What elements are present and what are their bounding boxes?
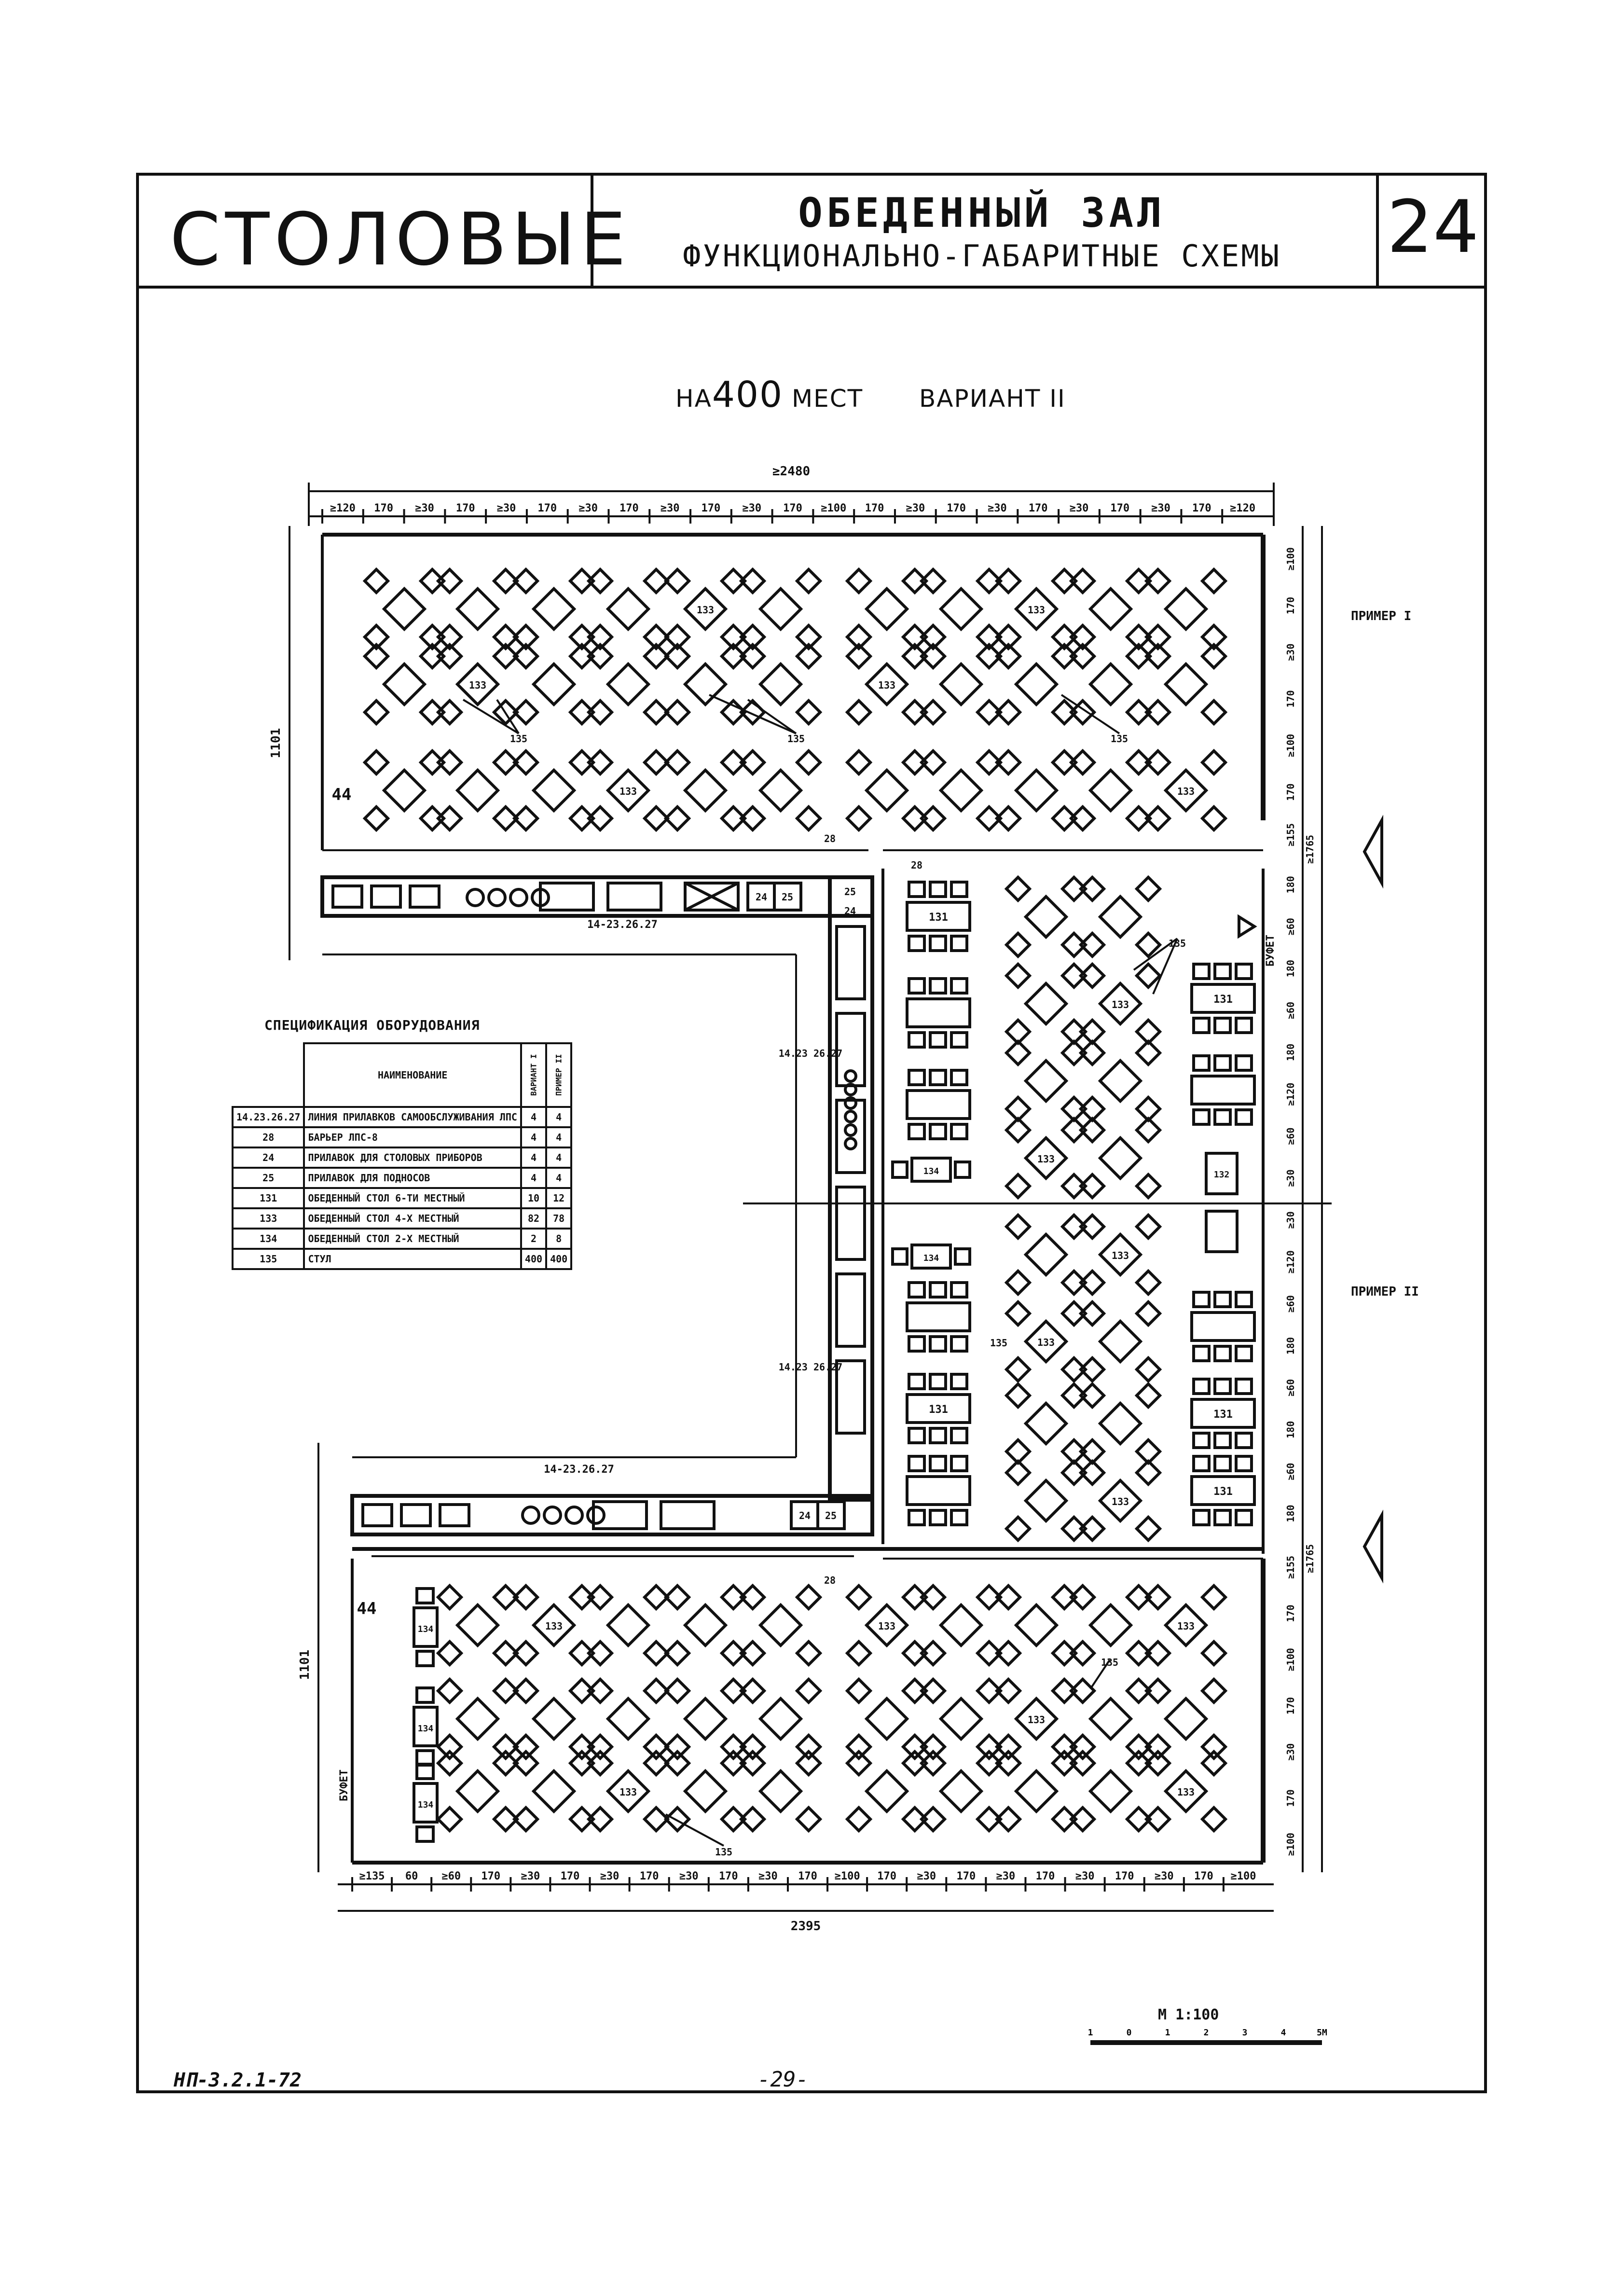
dim-bottom-segment: 170: [639, 1870, 659, 1882]
table-tag-131: 131: [1213, 1486, 1233, 1498]
dim-top-total: ≥2480: [772, 464, 811, 479]
doc-code: НП-3.2.1-72: [174, 2069, 302, 2091]
dim-bottom-segment: 170: [1194, 1870, 1213, 1882]
scale-tick-label: 3: [1242, 2028, 1248, 2038]
tag-28: 28: [910, 859, 923, 871]
dim-bottom-segment: ≥30: [1154, 1870, 1174, 1882]
table-tag-134: 134: [923, 1253, 939, 1263]
tag-44: 44: [357, 1599, 377, 1618]
dim-top-segment: ≥30: [415, 502, 434, 514]
table-tag-133: 133: [468, 679, 487, 691]
table-tag-133: 133: [878, 1620, 896, 1632]
dim-right-segment: ≥100: [1285, 1833, 1296, 1856]
dim-top-segment: 170: [701, 502, 721, 514]
dim-bottom-total: 2395: [790, 1919, 821, 1934]
table-tag-133: 133: [1037, 1153, 1055, 1165]
dim-right-segment: ≥60: [1285, 1295, 1296, 1313]
dim-right-segment: ≥100: [1285, 733, 1296, 758]
dim-right-segment: ≥30: [1285, 643, 1296, 661]
dim-top-segment: ≥30: [578, 502, 598, 514]
table-tag-134: 134: [923, 1166, 939, 1176]
table-tag-133: 133: [1111, 1250, 1129, 1261]
sheet-subtitle: ФУНКЦИОНАЛЬНО-ГАБАРИТНЫЕ СХЕМЫ: [683, 238, 1281, 274]
dim-bottom-segment: 170: [718, 1870, 738, 1882]
dim-top-segment: 170: [783, 502, 802, 514]
dim-right-segment: ≥155: [1285, 823, 1296, 847]
dim-right-segment: 180: [1285, 1043, 1296, 1061]
brand-title: СТОЛОВЫЕ: [170, 198, 631, 282]
dim-right-mid-height: ≥1765: [1304, 1544, 1316, 1574]
chair-tag-135: 135: [1101, 1657, 1119, 1668]
tag-24: 24: [844, 905, 856, 917]
dim-right-segment: 180: [1285, 960, 1296, 978]
spec-name: ОБЕДЕННЫЙ СТОЛ 4-Х МЕСТНЫЙ: [304, 1208, 521, 1229]
dim-bottom-segment: ≥30: [521, 1870, 540, 1882]
dim-top-segment: 170: [865, 502, 884, 514]
spec-code: 133: [233, 1208, 304, 1229]
table-tag-131: 131: [929, 1404, 948, 1416]
scale-label: М 1:100: [1158, 2006, 1219, 2023]
caption-variant: ВАРИАНТ II: [919, 385, 1066, 413]
spec-qty-v1: 10: [521, 1188, 546, 1208]
caption-prefix: НА: [675, 385, 712, 413]
table-tag-133: 133: [1111, 1496, 1129, 1507]
scale-tick-label: 0: [1126, 2028, 1132, 2038]
dim-top-segment: ≥30: [742, 502, 762, 514]
table-tag-134: 134: [417, 1800, 434, 1810]
spec-name: БАРЬЕР ЛПС-8: [304, 1127, 521, 1147]
table-tag-133: 133: [1177, 1620, 1195, 1632]
dim-right-segment: ≥30: [1285, 1743, 1296, 1761]
table-tag-133: 133: [1177, 1786, 1195, 1798]
dim-bottom-segment: 170: [956, 1870, 976, 1882]
dim-right-segment: ≥120: [1285, 1082, 1296, 1106]
dim-right-segment: ≥100: [1285, 1648, 1296, 1672]
spec-code: 14.23.26.27: [233, 1107, 304, 1127]
spec-qty-v1: 2: [521, 1229, 546, 1249]
dim-right-segment: 170: [1285, 690, 1296, 708]
dim-right-segment: 180: [1285, 876, 1296, 894]
dim-top-segment: ≥120: [330, 502, 356, 514]
table-tag-134: 134: [417, 1624, 434, 1634]
table-tag-133: 133: [696, 604, 715, 616]
spec-col-name: НАИМЕНОВАНИЕ: [304, 1043, 521, 1107]
dim-right-segment: 170: [1285, 596, 1296, 615]
spec-name: ПРИЛАВОК ДЛЯ СТОЛОВЫХ ПРИБОРОВ: [304, 1147, 521, 1168]
dim-bottom-segment: ≥60: [441, 1870, 461, 1882]
table-tag-131: 131: [929, 912, 948, 924]
dim-top-segment: 170: [1028, 502, 1048, 514]
spec-code: 135: [233, 1249, 304, 1269]
dim-bottom-segment: ≥30: [679, 1870, 699, 1882]
spec-name: СТУЛ: [304, 1249, 521, 1269]
dim-right-segment: 170: [1285, 783, 1296, 801]
spec-qty-v2: 4: [546, 1127, 571, 1147]
caption-suffix: МЕСТ: [791, 385, 864, 413]
dim-top-segment: 170: [947, 502, 966, 514]
tag-44: 44: [331, 785, 352, 804]
dim-top-segment: ≥120: [1230, 502, 1256, 514]
line-ref-top: 14-23.26.27: [587, 919, 658, 931]
spec-qty-v2: 12: [546, 1188, 571, 1208]
table-tag-133: 133: [878, 679, 896, 691]
caption-seats: 400: [712, 374, 784, 415]
dim-right-segment: 180: [1285, 1505, 1296, 1522]
dim-top-segment: ≥30: [906, 502, 925, 514]
spec-qty-v2: 4: [546, 1168, 571, 1188]
scale-bar-body: [1090, 2040, 1322, 2045]
table-tag-133: 133: [1027, 1714, 1046, 1726]
spec-qty-v2: 4: [546, 1147, 571, 1168]
table-tag-131: 131: [1213, 994, 1233, 1006]
tag-25: 25: [781, 891, 794, 903]
dim-right-segment: ≥60: [1285, 1379, 1296, 1396]
dim-right-segment: 180: [1285, 1421, 1296, 1438]
spec-title: СПЕЦИФИКАЦИЯ ОБОРУДОВАНИЯ: [264, 1017, 480, 1033]
dim-right-segment: ≥60: [1285, 1463, 1296, 1480]
dim-right-segment: ≥60: [1285, 1127, 1296, 1145]
dim-bottom-segment: 170: [798, 1870, 817, 1882]
dim-bottom-segment: ≥30: [600, 1870, 619, 1882]
dim-right-segment: 170: [1285, 1789, 1296, 1807]
tag-25: 25: [825, 1510, 837, 1521]
spec-qty-v2: 78: [546, 1208, 571, 1229]
sheet-title: ОБЕДЕННЫЙ ЗАЛ: [798, 189, 1166, 236]
dim-left-height-bottom: 1101: [298, 1649, 312, 1680]
scale-tick-label: 1: [1087, 2028, 1093, 2038]
buffet-label: БУФЕТ: [1265, 934, 1277, 967]
dim-right-segment: ≥155: [1285, 1555, 1296, 1579]
chair-tag-135: 135: [1168, 938, 1186, 949]
chair-tag-135: 135: [787, 733, 805, 745]
line-ref-bottom: 14-23.26.27: [544, 1464, 614, 1476]
spec-code: 24: [233, 1147, 304, 1168]
dim-top-segment: 170: [374, 502, 394, 514]
spec-col-v1: ВАРИАНТ I: [521, 1043, 546, 1107]
spec-name: ОБЕДЕННЫЙ СТОЛ 6-ТИ МЕСТНЫЙ: [304, 1188, 521, 1208]
dim-bottom-segment: 170: [560, 1870, 580, 1882]
dim-left-height-top: 1101: [269, 728, 283, 759]
tag-25: 25: [844, 886, 856, 898]
dim-bottom-segment: 170: [1115, 1870, 1134, 1882]
dim-bottom-segment: 60: [405, 1870, 418, 1882]
dim-bottom-segment: ≥30: [917, 1870, 936, 1882]
buffet-label: БУФЕТ: [338, 1769, 350, 1802]
tag-24: 24: [755, 891, 768, 903]
dim-bottom-segment: ≥30: [996, 1870, 1016, 1882]
spec-qty-v1: 4: [521, 1147, 546, 1168]
dim-top-segment: ≥30: [496, 502, 516, 514]
chair-tag-135: 135: [509, 733, 528, 745]
table-tag-133: 133: [619, 786, 637, 797]
line-ref-side: 14.23 26.27: [778, 1361, 843, 1373]
table-tag-133: 133: [1111, 999, 1129, 1010]
chair-tag-135: 135: [715, 1846, 733, 1858]
tag-24: 24: [798, 1510, 811, 1521]
scale-tick-label: 1: [1165, 2028, 1170, 2038]
spec-qty-v1: 4: [521, 1127, 546, 1147]
dim-top-segment: 170: [1192, 502, 1211, 514]
spec-qty-v2: 4: [546, 1107, 571, 1127]
dim-top-segment: 170: [455, 502, 475, 514]
dim-top-segment: ≥30: [1069, 502, 1089, 514]
dim-bottom-segment: 170: [1035, 1870, 1055, 1882]
dim-right-segment: 180: [1285, 1337, 1296, 1355]
dim-bottom-segment: ≥30: [758, 1870, 778, 1882]
chair-tag-135: 135: [1110, 733, 1129, 745]
dim-top-segment: ≥30: [660, 502, 680, 514]
spec-code: 28: [233, 1127, 304, 1147]
spec-qty-v2: 8: [546, 1229, 571, 1249]
spec-code: 134: [233, 1229, 304, 1249]
table-tag-132: 132: [1213, 1170, 1230, 1180]
spec-code: 131: [233, 1188, 304, 1208]
table-tag-133: 133: [619, 1786, 637, 1798]
sheet-number: 24: [1387, 185, 1479, 269]
dim-right-segment: ≥60: [1285, 1002, 1296, 1020]
dim-top-segment: ≥100: [821, 502, 847, 514]
dim-right-segment: 170: [1285, 1697, 1296, 1715]
dim-right-segment: ≥60: [1285, 918, 1296, 936]
dim-right-mid-height: ≥1765: [1304, 834, 1316, 864]
table-tag-133: 133: [1177, 786, 1195, 797]
line-ref-side: 14.23 26.27: [778, 1048, 843, 1059]
table-tag-133: 133: [1037, 1337, 1055, 1348]
tag-28: 28: [824, 1575, 836, 1586]
dim-top-segment: 170: [1110, 502, 1130, 514]
table-tag-133: 133: [1027, 604, 1046, 616]
table-tag-131: 131: [1213, 1409, 1233, 1421]
dim-bottom-segment: 170: [481, 1870, 501, 1882]
spec-qty-v1: 400: [521, 1249, 546, 1269]
chair-tag-135: 135: [990, 1337, 1008, 1349]
dim-right-segment: 170: [1285, 1604, 1296, 1622]
spec-qty-v2: 400: [546, 1249, 571, 1269]
spec-code: 25: [233, 1168, 304, 1188]
dim-bottom-segment: ≥30: [1075, 1870, 1095, 1882]
dim-bottom-segment: 170: [877, 1870, 897, 1882]
scale-tick-label: 2: [1203, 2028, 1209, 2038]
scale-tick-label: 4: [1280, 2028, 1286, 2038]
dim-top-segment: 170: [619, 502, 639, 514]
example-2-label: ПРИМЕР II: [1351, 1285, 1419, 1299]
spec-qty-v1: 82: [521, 1208, 546, 1229]
spec-name: ПРИЛАВОК ДЛЯ ПОДНОСОВ: [304, 1168, 521, 1188]
scale-tick-label: 5М: [1317, 2028, 1327, 2038]
dim-bottom-segment: ≥100: [1230, 1870, 1256, 1882]
dim-right-segment: ≥30: [1285, 1211, 1296, 1229]
dim-right-segment: ≥30: [1285, 1169, 1296, 1187]
table-tag-134: 134: [417, 1724, 434, 1734]
dim-bottom-segment: ≥100: [834, 1870, 860, 1882]
dim-right-segment: ≥100: [1285, 547, 1296, 571]
page-number: -29-: [757, 2067, 809, 2092]
spec-name: ЛИНИЯ ПРИЛАВКОВ САМООБСЛУЖИВАНИЯ ЛПС: [304, 1107, 521, 1127]
spec-col-v2: ПРИМЕР II: [546, 1043, 571, 1107]
dim-right-segment: ≥120: [1285, 1250, 1296, 1274]
spec-qty-v1: 4: [521, 1107, 546, 1127]
spec-qty-v1: 4: [521, 1168, 546, 1188]
example-1-label: ПРИМЕР I: [1351, 609, 1412, 623]
dim-top-segment: ≥30: [988, 502, 1007, 514]
spec-name: ОБЕДЕННЫЙ СТОЛ 2-Х МЕСТНЫЙ: [304, 1229, 521, 1249]
dim-bottom-segment: ≥135: [359, 1870, 385, 1882]
dim-top-segment: ≥30: [1151, 502, 1170, 514]
dim-top-segment: 170: [537, 502, 557, 514]
table-tag-133: 133: [545, 1620, 563, 1632]
tag-28: 28: [824, 833, 836, 844]
